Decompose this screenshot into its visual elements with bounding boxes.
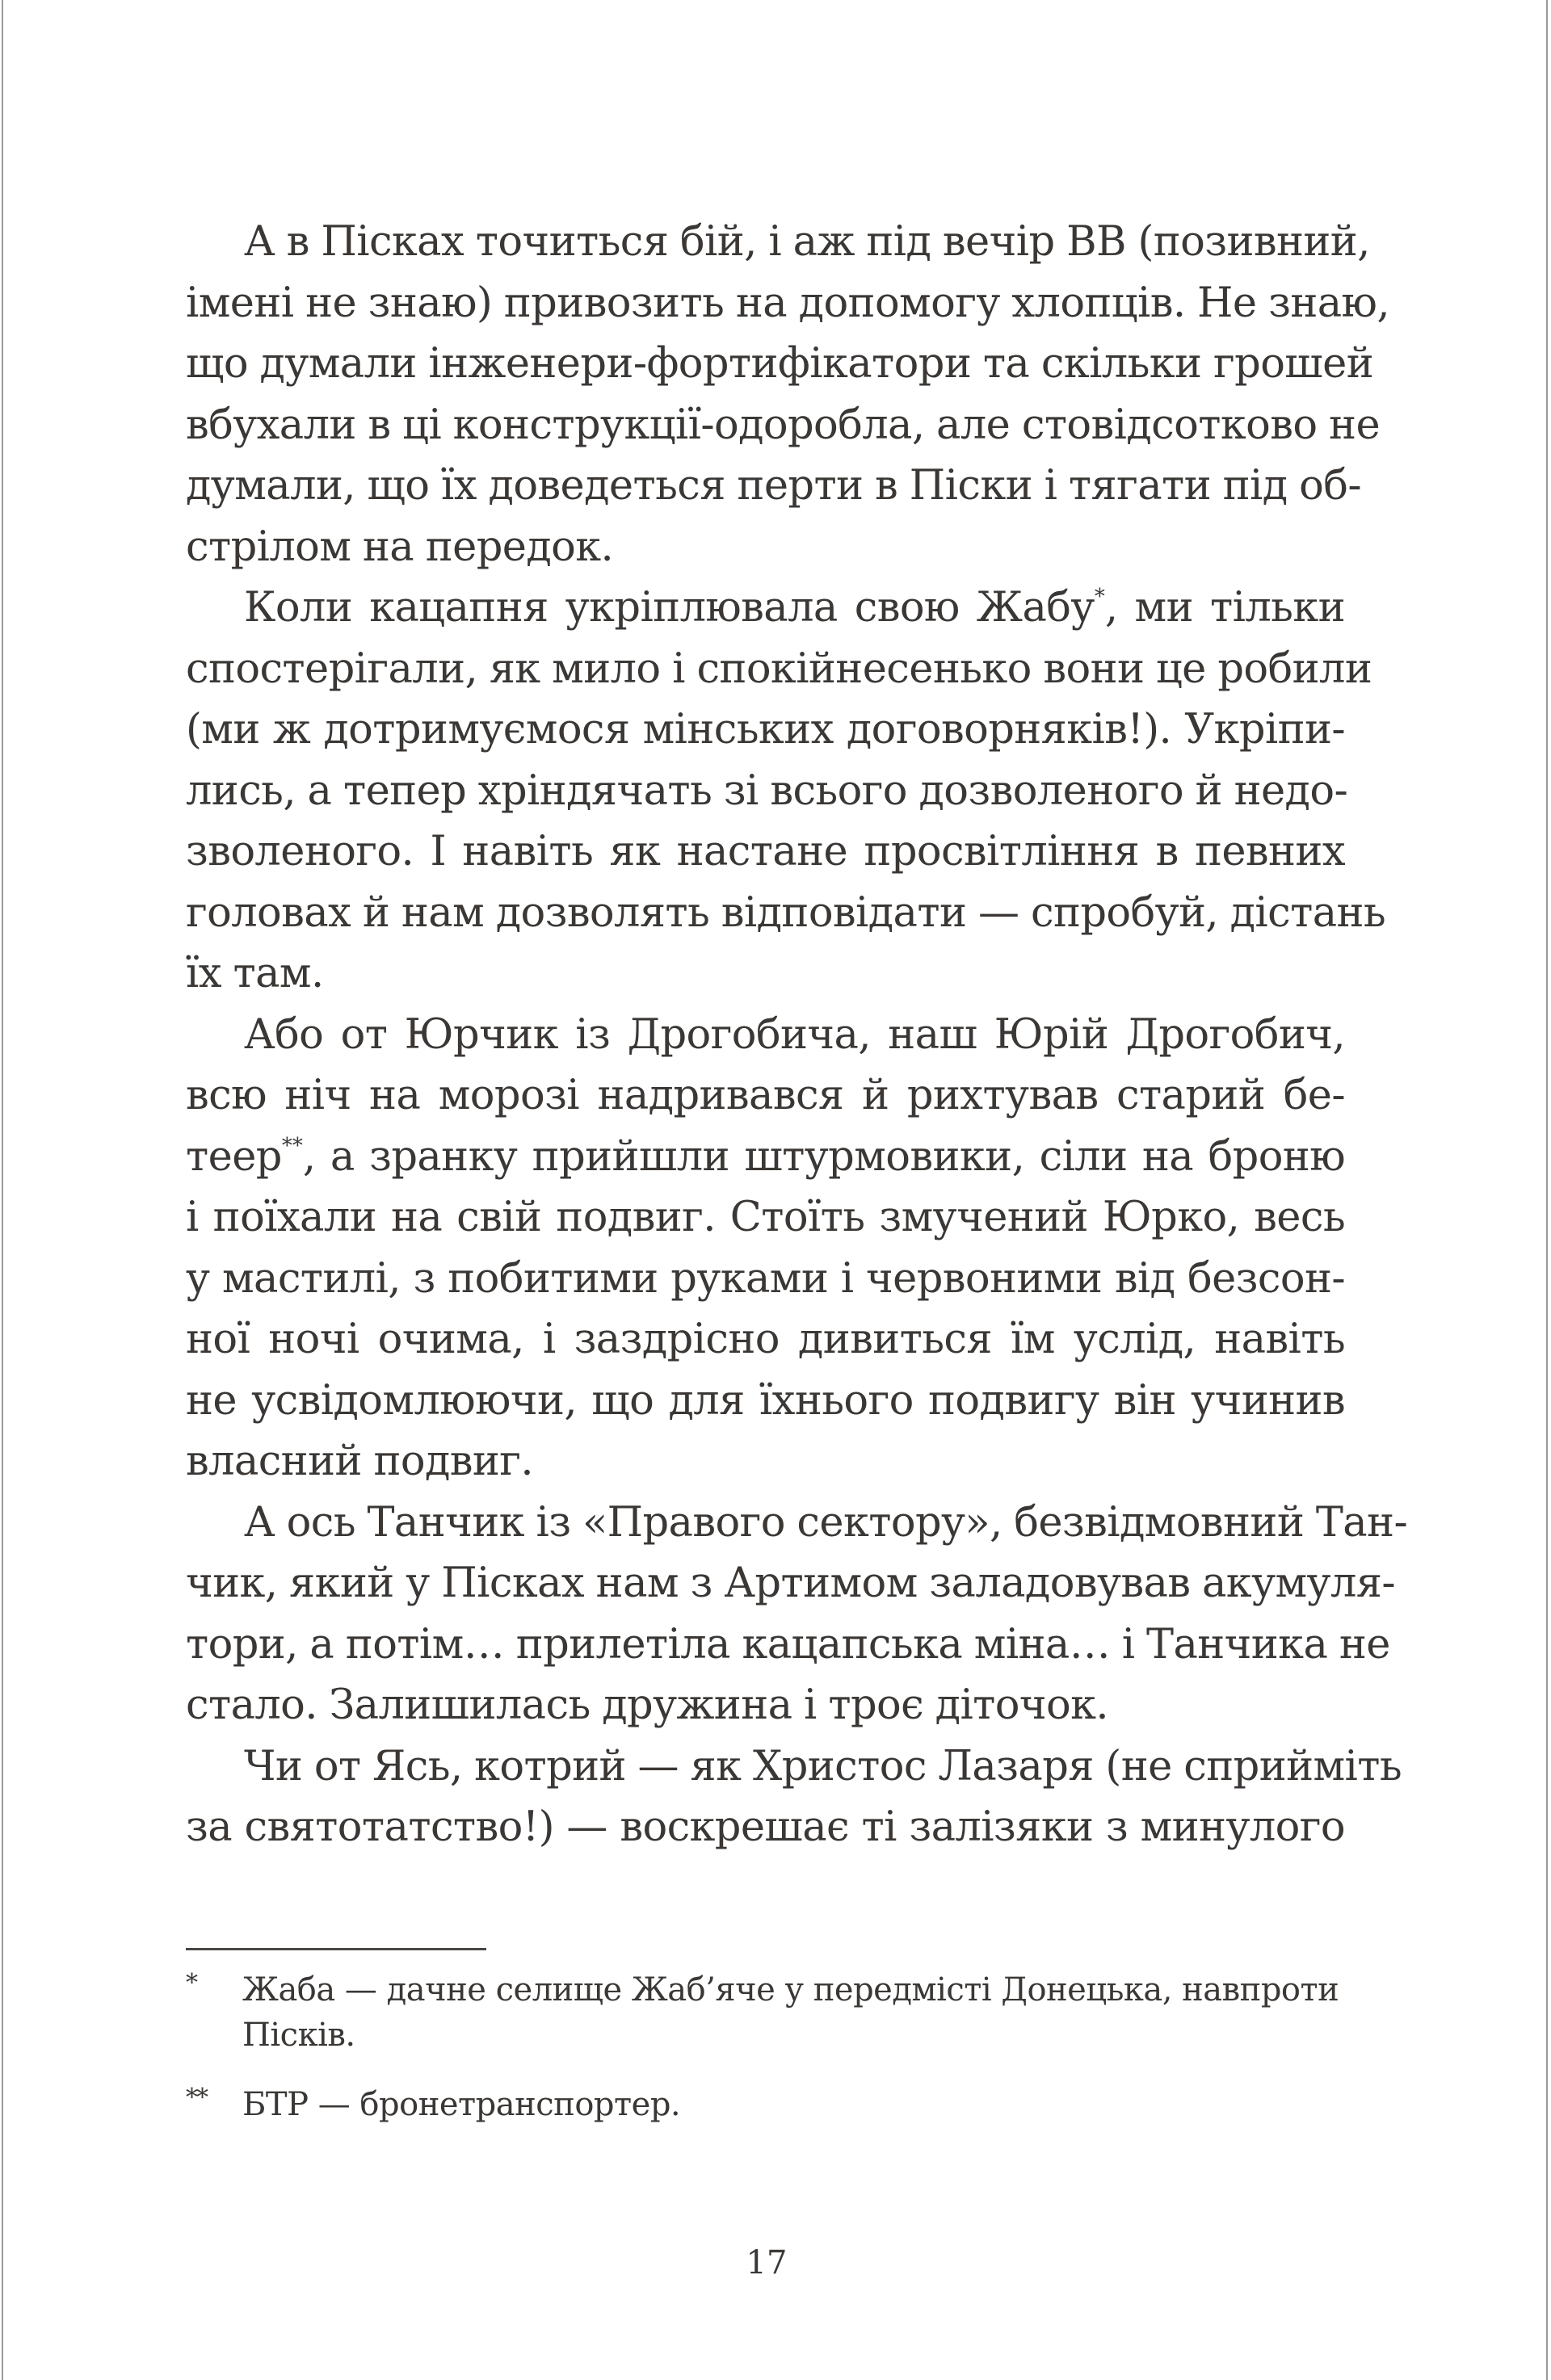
text-line: у мастилі, з побитими руками і червоними від безсон- [186, 1254, 1345, 1303]
text-line: Чи от Ясь, котрий — як Христос Лазаря (не сприйміть [244, 1742, 1402, 1790]
text-line: стало. Залишилась дружина і троє діточок. [186, 1681, 1109, 1729]
text-line: зволеного. І навіть як настане просвітління в певних [186, 828, 1345, 875]
text-line: власний подвиг. [186, 1438, 533, 1485]
footnote-marker: ** [186, 2084, 207, 2112]
text-line: лись, а тепер хріндячать зі всього дозволеного й недо- [186, 766, 1348, 815]
text-line: (ми ж дотримуємося мінських договорняків!). Укріпи- [186, 706, 1345, 753]
text-segment: , а зранку прийшли штурмовики, сіли на броню [302, 1132, 1345, 1181]
text-line: і поїхали на свій подвиг. Стоїть змучений Юрко, весь [186, 1194, 1345, 1241]
text-line: за святотатство!) — воскрешає ті залізяки з минулого [186, 1803, 1345, 1851]
footnote-1 [186, 1967, 1345, 2058]
text-line [186, 577, 1345, 639]
text-line: їх там. [186, 950, 324, 997]
text-line: стрілом на передок. [186, 523, 614, 571]
footnote-ref-2: ** [281, 1133, 303, 1158]
footnote-separator [186, 1948, 486, 1950]
footnote-text [242, 1967, 1345, 2058]
text-line: тори, а потім… прилетіла кацапська міна… і Танчика не [186, 1620, 1390, 1669]
footnote-2 [186, 2082, 1345, 2127]
text-line: імені не знаю) привозить на допомогу хлопців. Не знаю, [186, 279, 1389, 327]
text-line: думали, що їх доведеться перти в Піски і тягати під об- [186, 462, 1362, 510]
footnote-line: Жаба — дачне селище Жаб’яче у передмісті Донецька, навпроти [242, 1971, 1339, 2009]
text-line: головах й нам дозволять відповідати — спробуй, дістань [186, 888, 1386, 937]
footnote-ref-1: * [1094, 585, 1105, 609]
body-text [186, 212, 1408, 1858]
footnote-marker: * [186, 1969, 196, 1997]
text-line: спостерігали, як мило і спокійнесенько вони це робили [186, 644, 1372, 693]
text-segment: , ми тільки [1104, 584, 1345, 632]
footnote-line: БТР — бронетранспортер. [242, 2086, 681, 2123]
text-line: не усвідомлюючи, що для їхнього подвигу він учинив [186, 1376, 1345, 1425]
text-line: А в Пісках точиться бій, і аж під вечір ВВ (позивний, [244, 218, 1370, 266]
page-number: 17 [746, 2244, 788, 2281]
text-line: вбухали в ці конструкції-одоробла, але стовідсотково не [186, 401, 1381, 449]
page-border-right [1546, 0, 1548, 2380]
text-line: всю ніч на морозі надривався й рихтував старий бе- [186, 1072, 1345, 1119]
text-line [186, 1127, 1345, 1188]
footnote-line: Пісків. [242, 2017, 355, 2054]
page-border-left [2, 0, 3, 2380]
text-line: ної ночі очима, і заздрісно дивиться їм услід, навіть [186, 1316, 1345, 1363]
text-line: що думали інженери-фортифікатори та скільки грошей [186, 340, 1374, 388]
text-line: Або от Юрчик із Дрогобича, наш Юрій Дрогобич, [244, 1010, 1345, 1059]
text-segment: Коли кацапня укріплювала свою Жабу [244, 584, 1095, 632]
text-line: чик, який у Пісках нам з Артимом заладовував акумуля- [186, 1559, 1395, 1607]
text-segment: теер [186, 1132, 282, 1181]
text-line: А ось Танчик із «Правого сектору», безвідмовний Тан- [244, 1498, 1408, 1547]
footnote-text [242, 2082, 1345, 2127]
